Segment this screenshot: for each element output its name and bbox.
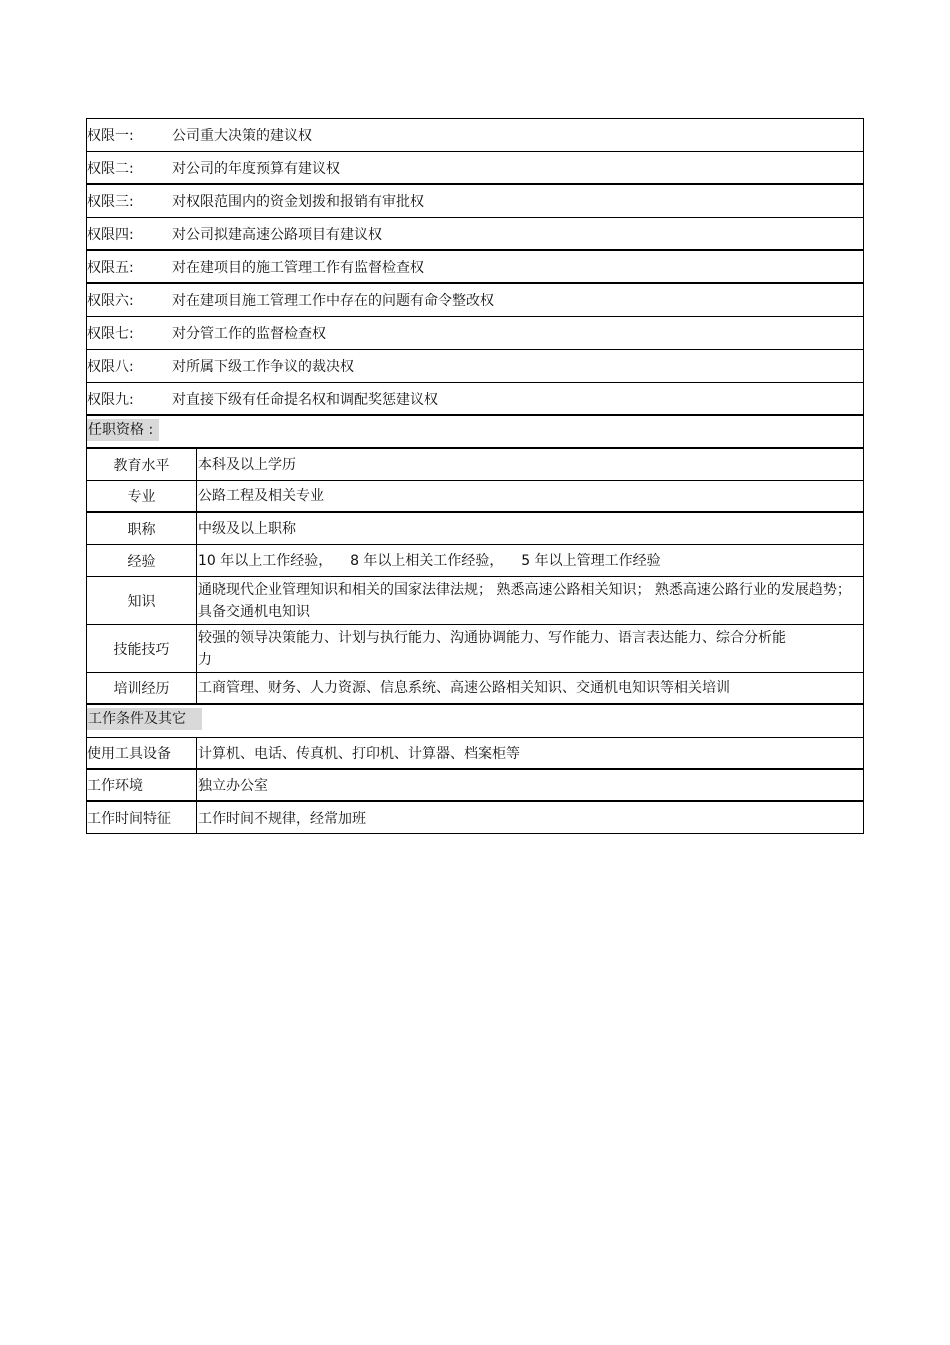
qualification-row-training <box>86 672 864 705</box>
conditions-header <box>86 704 864 738</box>
authority-text: 对所属下级工作争议的裁决权 <box>172 359 354 375</box>
qualification-row-education <box>86 448 864 481</box>
qualification-row-title <box>86 512 864 545</box>
qualification-value: 公路工程及相关专业 <box>198 488 324 504</box>
authority-text: 对公司拟建高速公路项目有建议权 <box>172 227 382 243</box>
qualification-row-knowledge <box>86 576 864 625</box>
authority-label: 权限五: <box>87 260 134 276</box>
authority-text: 对公司的年度预算有建议权 <box>172 161 340 177</box>
condition-row-environment <box>86 769 864 802</box>
authority-row-3 <box>86 184 864 218</box>
authority-text: 公司重大决策的建议权 <box>172 128 312 144</box>
section-title: 任职资格 : <box>87 419 159 441</box>
qualification-row-major <box>86 480 864 513</box>
authority-label: 权限一: <box>87 128 134 144</box>
authority-row-7 <box>86 316 864 350</box>
authority-label: 权限七: <box>87 326 134 342</box>
authority-row-5 <box>86 250 864 284</box>
section-title: 工作条件及其它 <box>87 708 202 730</box>
condition-label: 使用工具设备 <box>87 738 197 768</box>
authority-row-2 <box>86 151 864 185</box>
qualification-value: 通晓现代企业管理知识和相关的国家法律法规； 熟悉高速公路相关知识； 熟悉高速公路行业的发展趋势；具备交通机电知识 <box>198 581 851 620</box>
condition-row-tools <box>86 737 864 770</box>
authority-label: 权限二: <box>87 161 134 177</box>
qualification-label: 专业 <box>87 481 197 511</box>
authority-row-1 <box>86 118 864 152</box>
qualification-value: 较强的领导决策能力、计划与执行能力、沟通协调能力、写作能力、语言表达能力、综合分析能力 <box>198 629 786 668</box>
authority-text: 对直接下级有任命提名权和调配奖惩建议权 <box>172 392 438 408</box>
qualification-value: 10 年以上工作经验， 8 年以上相关工作经验， 5 年以上管理工作经验 <box>198 552 661 569</box>
qualification-row-skills <box>86 624 864 673</box>
qualification-label: 知识 <box>87 577 197 624</box>
qualifications-header <box>86 415 864 449</box>
authority-label: 权限三: <box>87 194 134 210</box>
authority-label: 权限八: <box>87 359 134 375</box>
qualification-row-experience <box>86 544 864 577</box>
job-description-table <box>86 119 864 834</box>
qualification-value: 工商管理、财务、人力资源、信息系统、高速公路相关知识、交通机电知识等相关培训 <box>198 680 730 696</box>
authority-row-8 <box>86 349 864 383</box>
qualification-label: 职称 <box>87 513 197 544</box>
authority-label: 权限九: <box>87 392 134 408</box>
authority-text: 对在建项目施工管理工作中存在的问题有命令整改权 <box>172 293 494 309</box>
authority-text: 对在建项目的施工管理工作有监督检查权 <box>172 260 424 276</box>
qualification-label: 培训经历 <box>87 673 197 703</box>
condition-label: 工作环境 <box>87 770 197 800</box>
authority-row-9 <box>86 382 864 416</box>
condition-label: 工作时间特征 <box>87 802 197 833</box>
qualification-value: 本科及以上学历 <box>198 456 296 473</box>
qualification-label: 经验 <box>87 545 197 576</box>
authority-row-4 <box>86 217 864 251</box>
authority-label: 权限四: <box>87 227 134 243</box>
qualification-value: 中级及以上职称 <box>198 520 296 537</box>
condition-row-hours <box>86 801 864 834</box>
condition-value: 计算机、电话、传真机、打印机、计算器、档案柜等 <box>198 746 520 762</box>
authority-text: 对权限范围内的资金划拨和报销有审批权 <box>172 194 424 210</box>
qualification-label: 教育水平 <box>87 449 197 480</box>
authority-row-6 <box>86 283 864 317</box>
qualification-label: 技能技巧 <box>87 625 197 672</box>
condition-value: 工作时间不规律，经常加班 <box>198 810 366 827</box>
authority-label: 权限六: <box>87 293 134 309</box>
authority-text: 对分管工作的监督检查权 <box>172 326 326 342</box>
condition-value: 独立办公室 <box>198 778 268 794</box>
